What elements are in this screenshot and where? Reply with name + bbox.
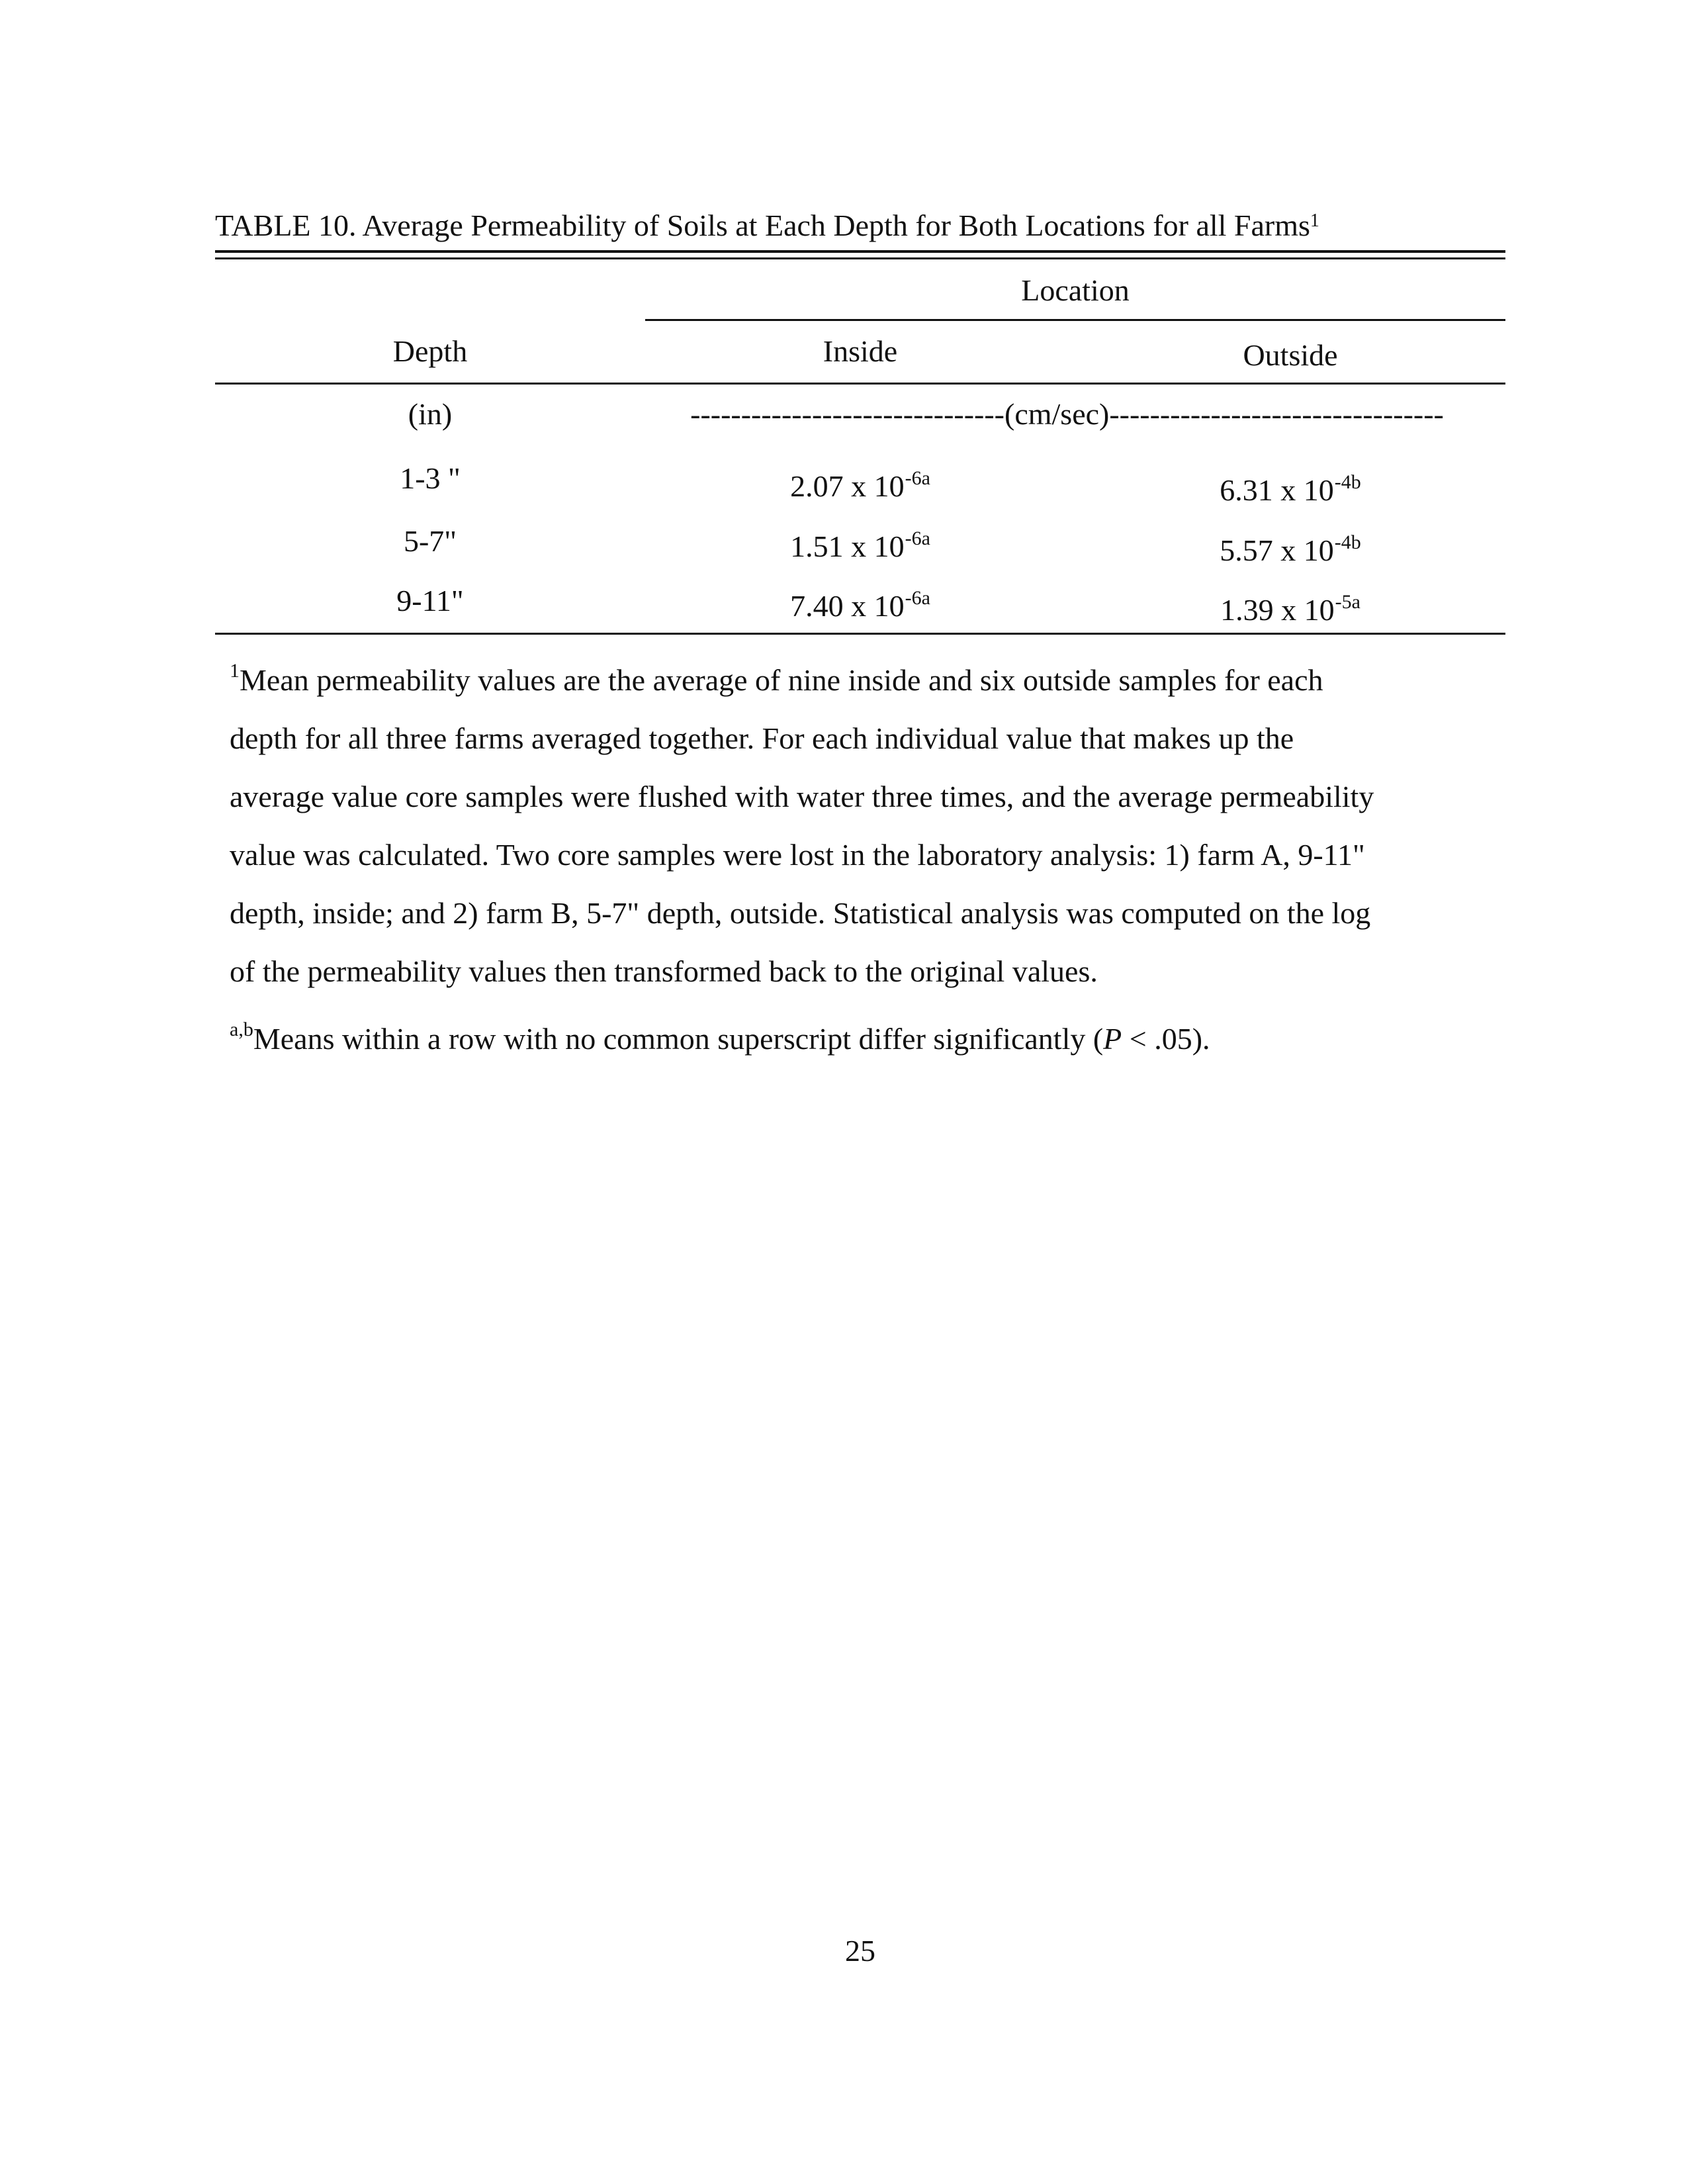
footnote-1-line-1: [230, 642, 1493, 709]
footnote-1-line-4: value was calculated. Two core samples were lost in the laboratory analysis: 1) farm A, 9-11": [230, 838, 1365, 872]
row-2-inside-exponent: -6a: [905, 527, 930, 549]
header-rule: [215, 383, 1505, 385]
bottom-rule: [215, 633, 1505, 635]
row-3-depth: 9-11": [396, 584, 464, 617]
footnote-ab-text-end: < .05).: [1122, 1022, 1210, 1056]
row-1-inside: [790, 460, 930, 505]
footnote-ab-line: [230, 1001, 1493, 1068]
row-2-outside: [1220, 524, 1361, 569]
row-2-inside: [790, 520, 930, 565]
footnote-1-line-2: depth for all three farms averaged together. For each individual value that makes up the: [230, 721, 1294, 755]
inside-column-header: Inside: [823, 334, 898, 368]
footnote-ab-mark: a,b: [230, 1019, 253, 1040]
footnote-1-mark: 1: [230, 660, 240, 682]
outside-column-header: Outside: [1243, 338, 1338, 372]
row-1-inside-value: 2.07 x 10: [790, 469, 905, 503]
location-spanner-header: Location: [1021, 273, 1130, 307]
footnote-ab-p-symbol: P: [1103, 1022, 1122, 1056]
row-3-outside: [1220, 584, 1360, 629]
row-2-depth: 5-7": [403, 524, 457, 558]
table-title: [215, 203, 1512, 244]
row-3-outside-value: 1.39 x 10: [1220, 593, 1335, 627]
row-2-inside-value: 1.51 x 10: [790, 529, 905, 563]
row-2-outside-exponent: -4b: [1334, 531, 1361, 553]
row-1-inside-exponent: -6a: [905, 467, 930, 489]
page-number: 25: [845, 1934, 875, 1968]
footnote-1-line-3: average value core samples were flushed with water three times, and the average permeability: [230, 780, 1374, 813]
footnote-1-line-6: of the permeability values then transformed back to the original values.: [230, 954, 1098, 988]
depth-unit: (in): [408, 397, 453, 431]
location-spanner-rule: [645, 319, 1505, 321]
row-1-outside-exponent: -4b: [1334, 471, 1361, 493]
row-3-outside-exponent: -5a: [1335, 591, 1360, 613]
title-footnote-mark: 1: [1310, 210, 1319, 231]
depth-column-header: Depth: [392, 334, 468, 368]
row-3-inside-value: 7.40 x 10: [790, 589, 905, 623]
row-1-outside: [1220, 464, 1361, 509]
footnote-1-line-5: depth, inside; and 2) farm B, 5-7" depth, outside. Statistical analysis was computed on the log: [230, 896, 1371, 930]
top-rule-lower: [215, 257, 1505, 259]
footnote-1-text: Mean permeability values are the average of nine inside and six outside samples for each: [240, 663, 1323, 697]
row-1-outside-value: 6.31 x 10: [1220, 473, 1334, 507]
row-2-outside-value: 5.57 x 10: [1220, 533, 1334, 567]
table-footnotes: [230, 642, 1493, 1068]
row-3-inside-exponent: -6a: [905, 587, 930, 609]
table-title-text: TABLE 10. Average Permeability of Soils at Each Depth for Both Locations for all Farms: [215, 208, 1310, 242]
footnote-ab-text: Means within a row with no common superscript differ significantly (: [253, 1022, 1104, 1056]
top-rule-upper: [215, 250, 1505, 253]
value-unit: -------------------------------(cm/sec)---------------------------------: [690, 397, 1444, 431]
row-1-depth: 1-3 ": [400, 461, 461, 495]
row-3-inside: [790, 580, 930, 625]
